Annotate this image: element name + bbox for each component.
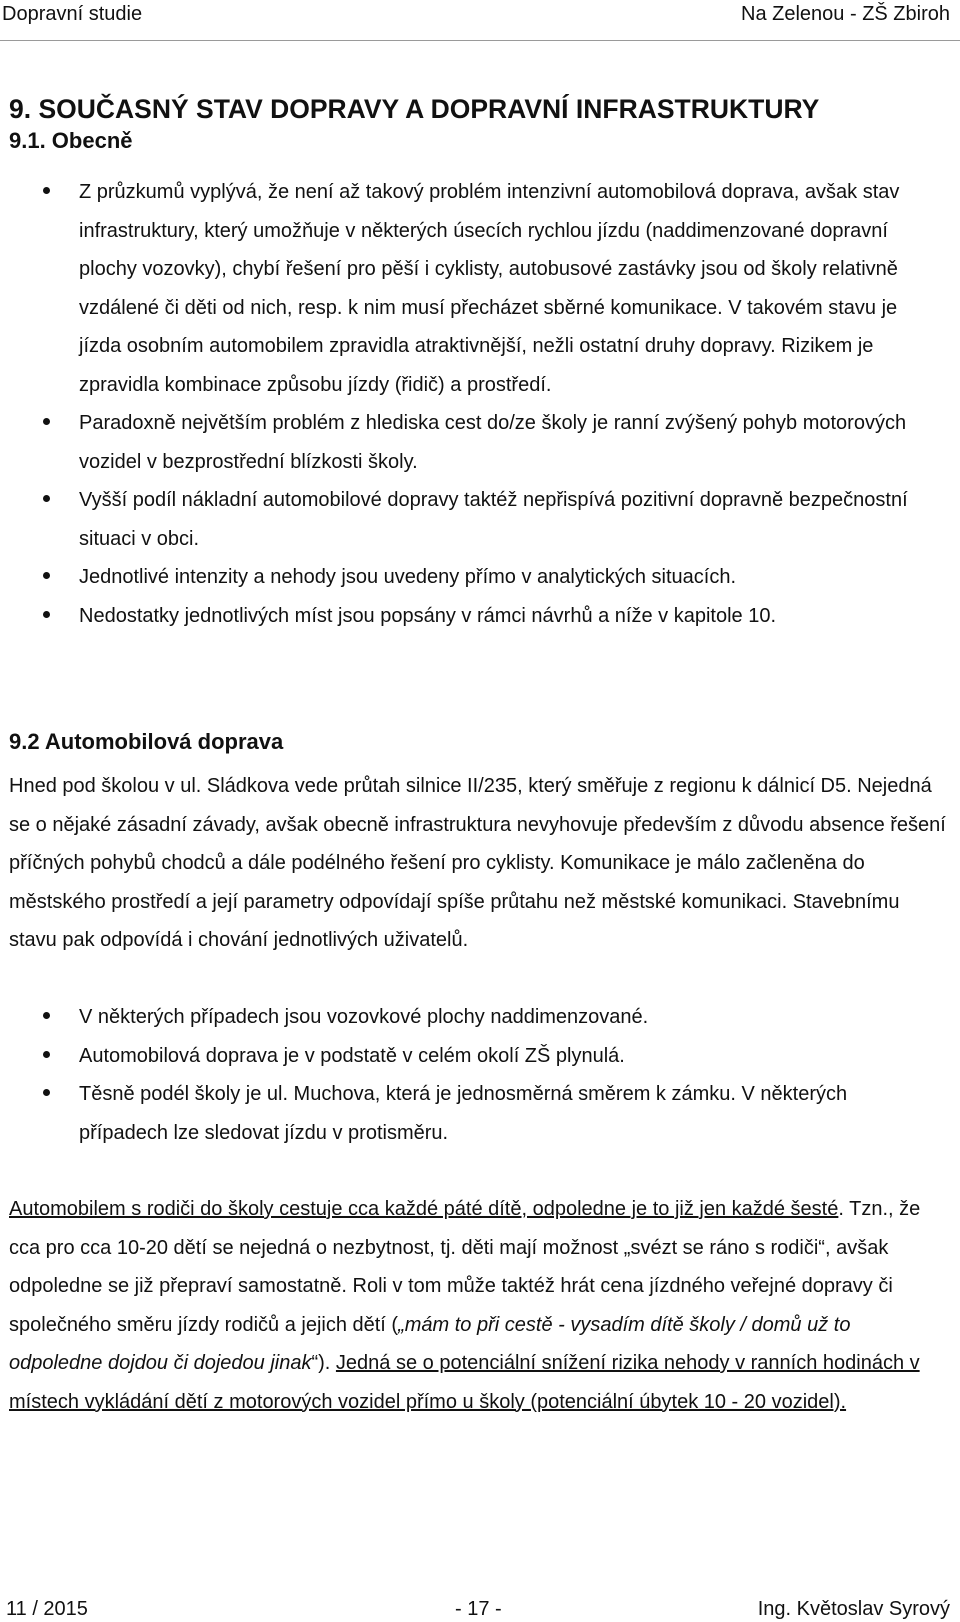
underlined-text: Automobilem s rodiči do školy cestuje cca každé páté dítě, odpoledne je to již jen každé šesté bbox=[9, 1198, 839, 1220]
list-item: Z průzkumů vyplývá, že není až takový problém intenzivní automobilová doprava, avšak stav infrastruktury, který umožňuje v některých úsecích rychlou jízdu (naddimenzované dopravní plochy vozovky), chybí řešení pro pěší i cyklisty, autobusové zastávky jsou od školy relativně vzdálené či děti od nich, resp. k nim musí přecházet sběrné komunikace. V takovém stavu je jízda osobním automobilem zpravidla atraktivnější, nežli ostatní druhy dopravy. Rizikem je zpravidla kombinace způsobu jízdy (řidič) a prostředí. bbox=[0, 173, 939, 404]
footer-author: Ing. Květoslav Syrový bbox=[757, 1598, 950, 1620]
paragraph-1: Hned pod školou v ul. Sládkova vede průtah silnice II/235, který směřuje z regionu k dálnicí D5. Nejedná se o nějaké zásadní závady, avšak obecně infrastruktura nevyhovuje především z důvodu absence řešení příčných pohybů chodců a dále podélného řešení pro cyklisty. Komunikace je málo začleněna do městského prostředí a její parametry odpovídají spíše průtahu než městské komunikaci. Stavebnímu stavu pak odpovídá i chování jednotlivých uživatelů. bbox=[9, 775, 946, 951]
list-item: Automobilová doprava je v podstatě v celém okolí ZŠ plynulá. bbox=[0, 1037, 939, 1076]
heading-automobilova-doprava: 9.2 Automobilová doprava bbox=[9, 729, 284, 754]
list-item: Vyšší podíl nákladní automobilové dopravy taktéž nepřispívá pozitivní dopravně bezpečnostní situaci v obci. bbox=[0, 481, 939, 558]
paragraph-2 bbox=[9, 1190, 949, 1421]
footer-date: 11 / 2015 bbox=[6, 1598, 88, 1620]
list-item: Nedostatky jednotlivých míst jsou popsány v rámci návrhů a níže v kapitole 10. bbox=[0, 597, 939, 636]
header-left: Dopravní studie bbox=[2, 3, 143, 25]
list-item: V některých případech jsou vozovkové plochy naddimenzované. bbox=[0, 998, 939, 1037]
text: “). bbox=[311, 1352, 336, 1374]
header-right: Na Zelenou - ZŠ Zbiroh bbox=[741, 3, 950, 25]
underlined-text: Jedná se o potenciální snížení rizika nehody v ranních hodinách v místech vykládání dětí z motorových vozidel přímo u školy (potenciální úbytek 10 - 20 vozidel). bbox=[9, 1352, 920, 1413]
bullet-list-1 bbox=[0, 173, 960, 635]
list-item: Těsně podél školy je ul. Muchova, která je jednosměrná směrem k zámku. V některých případech lze sledovat jízdu v protisměru. bbox=[0, 1075, 939, 1152]
bullet-list-2 bbox=[0, 998, 960, 1152]
footer-page-number: - 17 - bbox=[455, 1598, 502, 1620]
page-header bbox=[0, 0, 960, 41]
subsection-title: 9.1. Obecně bbox=[9, 128, 133, 153]
list-item: Jednotlivé intenzity a nehody jsou uvedeny přímo v analytických situacích. bbox=[0, 558, 939, 597]
section-title: 9. SOUČASNÝ STAV DOPRAVY A DOPRAVNÍ INFRASTRUKTURY bbox=[9, 94, 820, 124]
text: . Tzn., že cca pro cca 10-20 dětí se nejedná o nezbytnost, tj. děti mají možnost „svézt se ráno s rodiči“, avšak odpoledne se již přepraví samostatně. Roli v tom může taktéž hrát cena jízdného veřejné dopravy či společného směru jízdy rodičů a jejich dětí ( bbox=[9, 1198, 921, 1336]
list-item: Paradoxně největším problém z hlediska cest do/ze školy je ranní zvýšený pohyb motorových vozidel v bezprostřední blízkosti školy. bbox=[0, 404, 939, 481]
italic-text: „mám to při cestě - vysadím dítě školy / domů už to odpoledne dojdou či dojedou jinak bbox=[9, 1313, 851, 1374]
